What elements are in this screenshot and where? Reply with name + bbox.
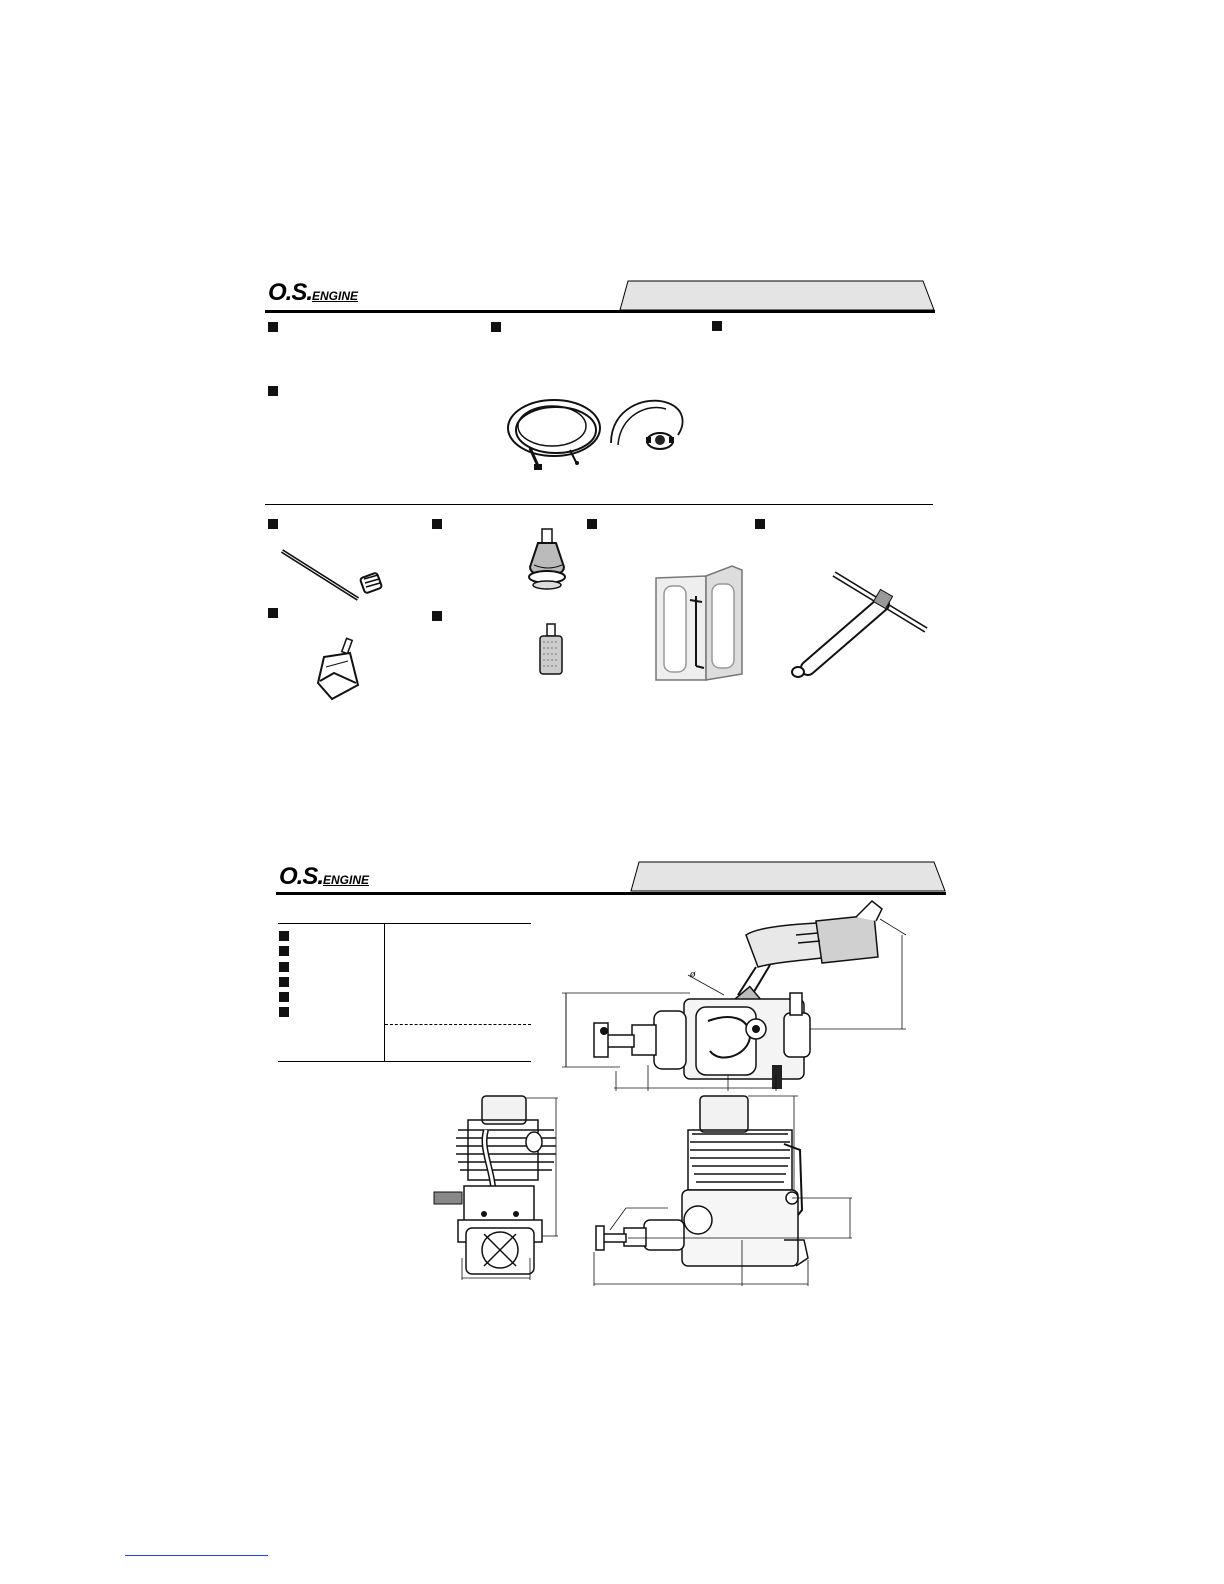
spec-table-divider <box>384 923 385 1062</box>
fuel-clunk-illustration <box>524 527 570 593</box>
spec-table-bottom-rule <box>278 1061 531 1062</box>
spec-bullet <box>279 931 289 941</box>
spec-bullet <box>279 992 289 1002</box>
section-divider <box>265 504 933 505</box>
spec-bullet <box>279 962 289 972</box>
bullet-square <box>432 519 442 529</box>
bullet-square <box>587 519 597 529</box>
bullet-square <box>268 322 278 332</box>
section-tab <box>629 861 947 895</box>
spec-bullet <box>279 977 289 987</box>
t-wrench-illustration <box>786 568 932 684</box>
header-rule <box>265 310 935 313</box>
bullet-square <box>268 386 278 396</box>
bullet-square <box>712 321 722 331</box>
spec-bullet <box>279 1007 289 1017</box>
plug-connector-illustration <box>606 393 692 465</box>
spec-bullet <box>279 946 289 956</box>
engine-top-view-drawing <box>560 895 920 1095</box>
brand-logo-part2: ENGINE <box>323 873 370 887</box>
hex-wrench-case-illustration <box>654 564 746 682</box>
bullet-square <box>268 608 278 618</box>
bullet-square <box>432 611 442 621</box>
section-tab <box>618 280 936 314</box>
engine-side-view-drawing <box>588 1090 860 1290</box>
brand-logo <box>268 279 358 307</box>
diameter-symbol: ø <box>690 968 696 980</box>
bullet-square <box>268 519 278 529</box>
footer-link-underline[interactable] <box>125 1555 268 1556</box>
bullet-square <box>491 322 501 332</box>
spec-table-dashed-rule <box>385 1024 531 1025</box>
brand-logo-part1: O.S. <box>268 279 313 306</box>
shaft-nut-illustration <box>278 545 388 605</box>
brand-logo-part2: ENGINE <box>312 289 359 303</box>
brand-logo-part1: O.S. <box>279 863 324 890</box>
spec-table-top-rule <box>278 923 531 924</box>
filter-body-illustration <box>310 637 366 707</box>
brand-logo <box>279 863 369 891</box>
engine-front-view-drawing <box>418 1090 568 1286</box>
wire-coil-illustration <box>500 390 612 478</box>
bullet-square <box>755 519 765 529</box>
sponge-filter-illustration <box>534 622 568 678</box>
